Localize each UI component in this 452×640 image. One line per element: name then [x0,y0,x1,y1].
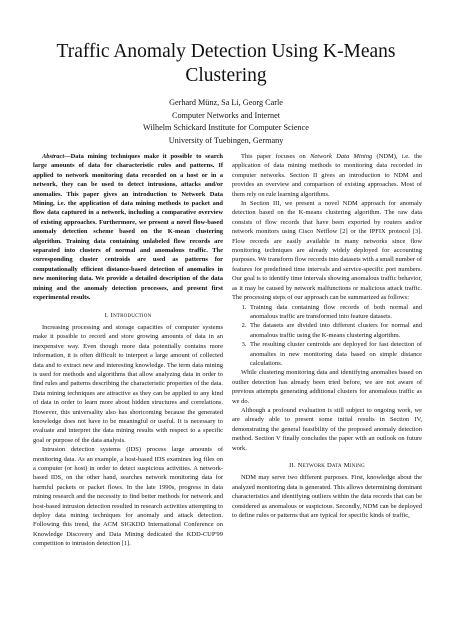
paragraph: Intrusion detection systems (IDS) process large amounts of monitoring data. As an example, a host-based IDS examines log files on a computer (or host) in order to detect suspicious activities. A network-based IDS, on the other hand, searches network monitoring data for harmful packets or packet flows. In the late 1990s, progress in data mining research and the necessity to find better methods for network and host-based intrusion detection resulted in research activities attempting to deploy data mining techniques for anomaly and attack detection. Following this trend, the ACM SIGKDD International Conference on Knowledge Discovery and Data Mining dedicated the KDD-CUP'99 competition to intrusion detection [1]. [33,446,223,548]
paragraph: In Section III, we present a novel NDM approach for anomaly detection based on the K-means clustering algorithm. The raw data consists of flow records that have been exported by routers and/or network monitors using Cisco Netflow [2] or the IPFIX protocol [3]. Flow records are easily available in many networks since flow monitoring techniques are already widely deployed for accounting purposes. We transform flow records into datasets with a small number of features for predefined time intervals and service-specific port numbers. Our goal is to identify time intervals showing anomalous traffic behavior, as it may be caused by network malfunctions or malicious attack traffic. The processing steps of our approach can be summarized as follows: [232,200,422,302]
abstract-label: Abstract [42,153,65,160]
author-names: Gerhard Münz, Sa Li, Georg Carle [169,98,283,107]
right-column [232,152,422,520]
section-heading-network-data-mining: II. Network Data Mining [289,462,365,469]
abstract-text: —Data mining techniques make it possible to search large amounts of data for characteristic rules and patterns. If applied to network monitoring data recorded on a host or in a network, they can be used to detect intrusions, attacks and/or anomalies. This paper gives an introduction to Network Data Mining, i.e. the application of data mining methods to packet and flow data captured in a network, including a comparative overview of existing approaches. Furthermore, we present a novel flow-based anomaly detection scheme based on the K-mean clustering algorithm. Training data containing unlabeled flow records are separated into clusters of normal and anomalous traffic. The corresponding cluster centroids are used as patterns for computationally efficient distance-based detection of anomalies in new monitoring data. We provide a detailed description of the data mining and the anomaly detection processes, and present first experimental results. [33,153,223,302]
list-item: 2. The datasets are divided into different clusters for normal and anomalous traffic using the K-means clustering algorithm. [248,321,422,340]
paragraph: Increasing processing and storage capacities of computer systems make it possible to record and store growing amounts of data in an inexpensive way. Even though more data potentially contains more information, it is often difficult to interpret a large amount of collected data and to extract new and interesting knowledge. The term data mining is used for methods and algorithms that allow analyzing data in order to find rules and patterns describing the characteristic properties of the data. Data mining techniques are attractive as they can be applied to any kind of data in order to learn more about hidden structures and correlations. However, this universality also has shortcoming because the generated knowledge does not have to be meaningful or useful. It is necessary to evaluate and interpret the data mining results with respect to a specific goal or purpose of the data analysis. [33,323,223,444]
emphasis-term: Network Data Mining [310,153,373,160]
section-heading-introduction: I. Introduction [104,311,152,319]
paragraph: While clustering monitoring data and identifying anomalies based on outlier detection has already been tried before, we are not aware of previous attempts generating additional clusters for anomalous traffic as we do. [232,369,422,405]
list-item: 1. Training data containing flow records of both normal and anomalous traffic are transformed into feature datasets. [248,303,422,322]
paragraph-text: (NDM), i.e. the application of data mining methods to monitoring data recorded in computer networks. Section II gives an introduction to NDM and provides an overview and comparison of existing approaches. Most of them rely on rule learning algorithms. [232,153,422,198]
paper-title: Traffic Anomaly Detection Using K-Means Clustering [56,41,396,86]
abstract [33,152,223,303]
list-item: 3. The resulting cluster centroids are deployed for fast detection of anomalies in new monitoring data based on simple distance calculations. [248,340,422,368]
author-block [40,97,412,147]
affiliation-line: Wilhelm Schickard Institute for Computer Science [143,123,309,132]
processing-steps-list [232,303,422,369]
left-column [33,152,223,549]
paragraph: Although a profound evaluation is still subject to ongoing work, we are already able to present some initial results in Section IV, demonstrating the general feasibility of the proposed anomaly detection method. Section V finally concludes the paper with an outlook on future work. [232,406,422,452]
affiliation-line: Computer Networks and Internet [171,110,280,120]
paragraph [232,152,422,199]
affiliation-line: University of Tuebingen, Germany [168,135,284,145]
paragraph: NDM may serve two different purposes. First, knowledge about the analyzed monitoring data is generated. This allows determining dominant characteristics and identifying outliers within the data records that can be considered as anomalous or suspicious. Secondly, NDM can be deployed to define rules or patterns that are typical for specific kinds of traffic, [232,474,422,520]
paragraph-text: This paper focuses on [241,153,311,160]
